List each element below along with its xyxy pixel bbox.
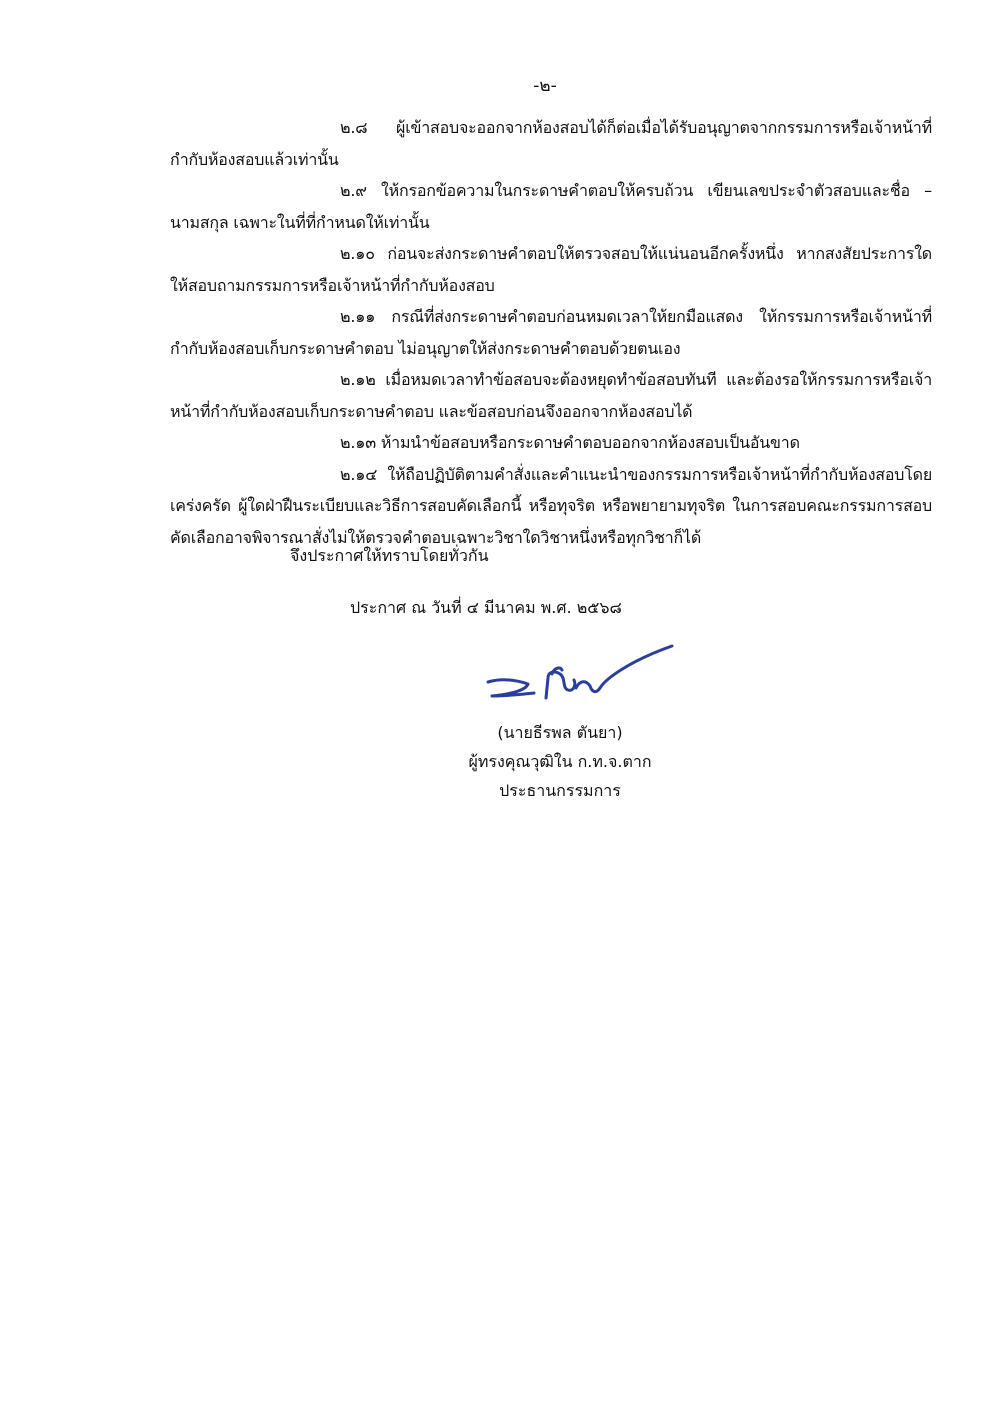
rule-2-12: ๒.๑๒ เมื่อหมดเวลาทำข้อสอบจะต้องหยุดทำข้อสอบทันที และต้องรอให้กรรมการหรือเจ้าหน้าที่กำกับห้องสอบเก็บกระดาษคำตอบ และข้อสอบก่อนจึงออกจากห้องสอบได้ <box>170 370 932 421</box>
signatory-role: ประธานกรรมการ <box>499 781 621 800</box>
rules-body <box>170 112 932 553</box>
page-number: -๒- <box>533 76 557 96</box>
rule-2-8: ๒.๘ ผู้เข้าสอบจะออกจากห้องสอบได้ก็ต่อเมื่อได้รับอนุญาตจากกรรมการหรือเจ้าหน้าที่กำกับห้องสอบแล้วเท่านั้น <box>170 118 932 169</box>
rule-2-11: ๒.๑๑ กรณีที่ส่งกระดาษคำตอบก่อนหมดเวลาให้ยกมือแสดง ให้กรรมการหรือเจ้าหน้าที่กำกับห้องสอบเก็บกระดาษคำตอบ ไม่อนุญาตให้ส่งกระดาษคำตอบด้วยตนเอง <box>170 307 932 358</box>
handwritten-signature <box>482 638 682 708</box>
signatory-name: (นายธีรพล ตันยา) <box>497 723 623 742</box>
rule-2-13: ๒.๑๓ ห้ามนำข้อสอบหรือกระดาษคำตอบออกจากห้องสอบเป็นอันขาด <box>340 433 800 452</box>
announcement-date: ประกาศ ณ วันที่ ๔ มีนาคม พ.ศ. ๒๕๖๘ <box>350 598 622 617</box>
signatory-position: ผู้ทรงคุณวุฒิใน ก.ท.จ.ตาก <box>468 752 652 771</box>
closing-statement: จึงประกาศให้ทราบโดยทั่วกัน <box>290 546 489 565</box>
rule-2-14: ๒.๑๔ ให้ถือปฏิบัติตามคำสั่งและคำแนะนำของกรรมการหรือเจ้าหน้าที่กำกับห้องสอบโดยเคร่งครัด ผู้ใดฝ่าฝืนระเบียบและวิธีการสอบคัดเลือกนี้ หรือทุจริต หรือพยายามทุจริต ในการสอบคณะกรรมการสอบคัดเลือกอาจพิจารณาสั่งไม่ให้ตรวจคำตอบเฉพาะวิชาใดวิชาหนึ่งหรือทุกวิชาก็ได้ <box>170 464 932 547</box>
rule-2-10: ๒.๑๐ ก่อนจะส่งกระดาษคำตอบให้ตรวจสอบให้แน่นอนอีกครั้งหนึ่ง หากสงสัยประการใดให้สอบถามกรรมการหรือเจ้าหน้าที่กำกับห้องสอบ <box>170 244 932 295</box>
signatory-block <box>440 718 680 805</box>
rule-2-9: ๒.๙ ให้กรอกข้อความในกระดาษคำตอบให้ครบถ้วน เขียนเลขประจำตัวสอบและชื่อ – นามสกุล เฉพาะในที่ที่กำหนดให้เท่านั้น <box>170 181 932 232</box>
